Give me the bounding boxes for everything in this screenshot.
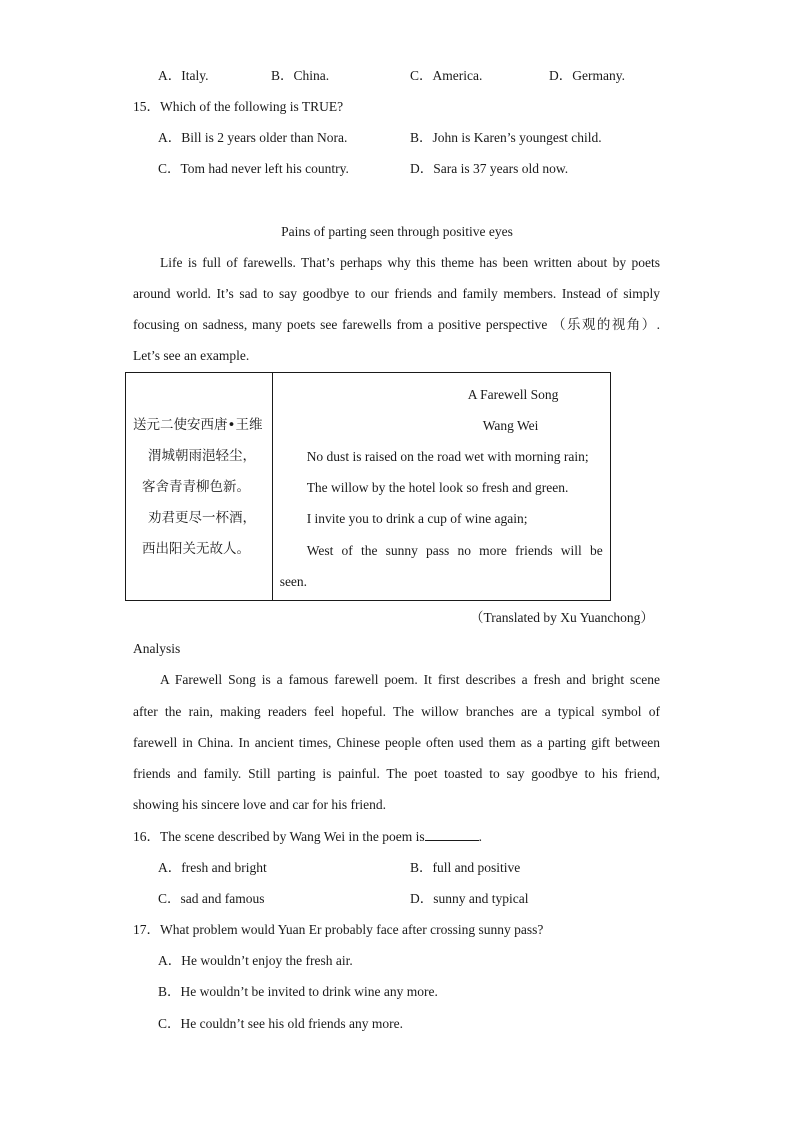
english-poem-line: seen. [279, 574, 308, 589]
q17-option-a: A．He wouldn’t enjoy the fresh air. [158, 953, 353, 968]
q14-option-b: B．China. [271, 68, 330, 83]
q14-option-c: C．America. [410, 68, 483, 83]
q16-stem-text: 16．The scene described by Wang Wei in the poem is [133, 829, 425, 844]
q16-option-c: C．sad and famous [158, 891, 265, 906]
passage-title: Pains of parting seen through positive eyes [281, 224, 513, 239]
q15-option-d: D．Sara is 37 years old now. [410, 161, 569, 176]
q16-option-a: A．fresh and bright [158, 860, 267, 875]
english-poem-author: Wang Wei [482, 418, 539, 433]
english-poem-title: A Farewell Song [467, 387, 559, 402]
analysis-line: A Farewell Song is a famous farewell poem. It first describes a fresh and bright scene [160, 672, 660, 687]
analysis-line: friends and family. Still parting is painful. The poet toasted to say goodbye to his friend, [133, 766, 660, 781]
answer-blank [425, 829, 479, 841]
chinese-poem-line: 劝君更尽一杯酒， [148, 510, 256, 526]
english-poem-line: West of the sunny pass no more friends will be [306, 543, 603, 558]
passage-line: Life is full of farewells. That’s perhaps why this theme has been written about by poets [160, 255, 660, 270]
english-poem-line: I invite you to drink a cup of wine again; [306, 511, 528, 526]
q17-stem: 17．What problem would Yuan Er probably face after crossing sunny pass? [133, 922, 544, 937]
q16-option-d: D．sunny and typical [410, 891, 529, 906]
q16-stem-end: . [478, 829, 483, 844]
q15-option-a: A．Bill is 2 years older than Nora. [158, 130, 348, 145]
poem-table [125, 372, 611, 601]
english-poem-line: The willow by the hotel look so fresh and green. [306, 480, 569, 495]
english-poem-line: No dust is raised on the road wet with morning rain; [306, 449, 589, 464]
chinese-poem-line: 西出阳关无故人。 [142, 541, 250, 557]
chinese-poem-line: 渭城朝雨浥轻尘， [148, 448, 256, 464]
q17-option-b: B．He wouldn’t be invited to drink wine any more. [158, 984, 438, 999]
english-poem-cell [272, 373, 610, 601]
passage-line: around world. It’s sad to say goodbye to our friends and family members. Instead of simply [133, 286, 660, 301]
translator-credit: （Translated by Xu Yuanchong） [470, 610, 654, 625]
analysis-line: showing his sincere love and car for his friend. [133, 797, 387, 812]
passage-line: Let’s see an example. [133, 348, 250, 363]
q15-stem: 15．Which of the following is TRUE? [133, 99, 344, 114]
analysis-line: after the rain, making readers feel hopeful. The willow branches are a typical symbol of [133, 704, 660, 719]
q17-option-c: C．He couldn’t see his old friends any more. [158, 1016, 403, 1031]
q16-option-b: B．full and positive [410, 860, 521, 875]
q16-stem [133, 829, 482, 844]
q14-option-d: D．Germany. [549, 68, 625, 83]
q15-option-c: C．Tom had never left his country. [158, 161, 349, 176]
q14-option-a: A．Italy. [158, 68, 209, 83]
passage-line: focusing on sadness, many poets see farewells from a positive perspective （乐观的视角）. [133, 317, 660, 332]
q15-option-b: B．John is Karen’s youngest child. [410, 130, 602, 145]
chinese-poem-cell [126, 373, 273, 601]
chinese-poem-title: 送元二使安西唐•王维 [133, 417, 263, 433]
analysis-line: farewell in China. In ancient times, Chinese people often used them as a parting gift between [133, 735, 660, 750]
analysis-heading: Analysis [133, 641, 181, 656]
chinese-poem-line: 客舍青青柳色新。 [142, 479, 250, 495]
